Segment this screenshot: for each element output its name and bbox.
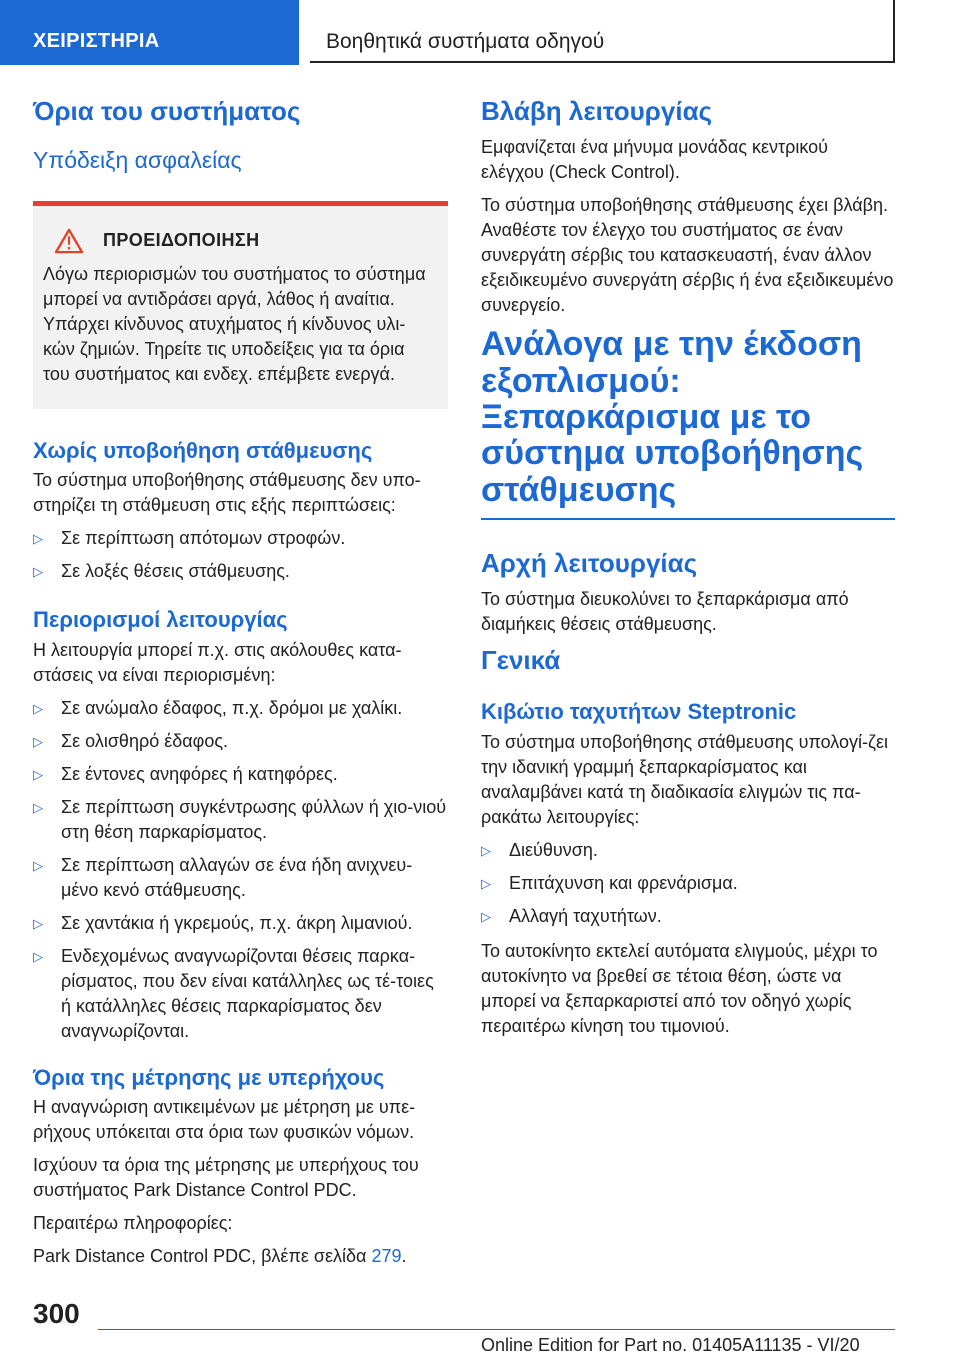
right-column	[481, 96, 895, 1047]
warning-box	[33, 201, 448, 409]
list-item: ▷ Σε ανώμαλο έδαφος, π.χ. δρόμοι με χαλίκι.	[33, 696, 448, 721]
section-tab: ΧΕΙΡΙΣΤΗΡΙΑ	[0, 0, 299, 65]
heading-equipment-exit-assist: Ανάλογα με την έκδοση εξοπλισμού: Ξεπαρκάρισμα με το σύστημα υποβοήθησης στάθμευσης	[481, 325, 864, 509]
triangle-bullet-icon: ▷	[33, 948, 43, 964]
heading-general: Γενικά	[481, 645, 561, 676]
heading-principle: Αρχή λειτουργίας	[481, 548, 698, 579]
footer-divider	[98, 1329, 895, 1330]
paragraph-restrictions: Η λειτουργία μπορεί π.χ. στις ακόλουθες κατα-στάσεις να είναι περιορισμένη:	[33, 639, 402, 685]
chapter-title: Βοηθητικά συστήματα οδηγού	[310, 0, 895, 63]
list-item: ▷ Σε περίπτωση αλλαγών σε ένα ήδη ανιχνευ-μένο κενό στάθμευσης.	[33, 854, 413, 900]
heading-restrictions: Περιορισμοί λειτουργίας	[33, 607, 288, 633]
list-item: ▷ Αλλαγή ταχυτήτων.	[481, 904, 895, 929]
paragraph-steptronic: Το σύστημα υποβοήθησης στάθμευσης υπολογί-ζει την ιδανική γραμμή ξεπαρκαρίσματος και αναλαμβάνει κατά τη διαδικασία ελιγμών τις πα-ρακάτω λειτουργίες:	[481, 731, 888, 827]
heading-malfunction: Βλάβη λειτουργίας	[481, 96, 713, 126]
paragraph-page-reference: Park Distance Control PDC, βλέπε σελίδα 279.	[33, 1246, 407, 1267]
warning-text: Λόγω περιορισμών του συστήματος το σύστημα μπορεί να αντιδράσει αργά, λάθος ή αναίτια. Υπάρχει κίνδυνος ατυχήματος ή κίνδυνος υλι-κών ζημιών. Τηρείτε τις υποδείξεις για τα όρια του συστήματος και ενδεχ. επέμβετε ενεργά.	[43, 263, 426, 384]
paragraph-principle: Το σύστημα διευκολύνει το ξεπαρκάρισμα από διαμήκεις θέσεις στάθμευσης.	[481, 589, 849, 635]
heading-steptronic: Κιβώτιο ταχυτήτων Steptronic	[481, 699, 797, 725]
paragraph-malfunction-1: Εμφανίζεται ένα μήνυμα μονάδας κεντρικού ελέγχου (Check Control).	[481, 137, 829, 183]
triangle-bullet-icon: ▷	[33, 564, 43, 580]
paragraph-more-info: Περαιτέρω πληροφορίες:	[33, 1213, 233, 1234]
triangle-bullet-icon: ▷	[481, 908, 491, 924]
triangle-bullet-icon: ▷	[33, 857, 43, 873]
triangle-bullet-icon: ▷	[33, 700, 43, 716]
list-item: ▷ Σε έντονες ανηφόρες ή κατηφόρες.	[33, 762, 448, 787]
left-column	[33, 96, 448, 1277]
page-number: 300	[33, 1298, 80, 1329]
paragraph-auto-maneuver: Το αυτοκίνητο εκτελεί αυτόματα ελιγμούς, μέχρι το αυτοκίνητο να βρεθεί σε τέτοια θέση, ώστε να μπορεί να ξεπαρκαριστεί από τον οδηγό χωρίς περαιτέρω κίνηση του τιμονιού.	[481, 940, 878, 1036]
list-steptronic	[481, 838, 895, 929]
triangle-bullet-icon: ▷	[481, 875, 491, 891]
heading-ultrasound-limits: Όρια της μέτρησης με υπερήχους	[33, 1064, 385, 1090]
triangle-bullet-icon: ▷	[33, 799, 43, 815]
triangle-bullet-icon: ▷	[33, 531, 43, 547]
list-item: ▷ Σε περίπτωση συγκέντρωσης φύλλων ή χιο-νιού στη θέση παρκαρίσματος.	[33, 796, 447, 842]
list-item: ▷ Διεύθυνση.	[481, 838, 895, 863]
paragraph-ultrasound-2: Ισχύουν τα όρια της μέτρησης με υπερήχους του συστήματος Park Distance Control PDC.	[33, 1155, 419, 1201]
page-279-link[interactable]: 279	[371, 1246, 402, 1267]
list-item: ▷ Σε περίπτωση απότομων στροφών.	[33, 526, 448, 551]
warning-title: ΠΡΟΕΙΔΟΠΟΙΗΣΗ	[103, 230, 260, 251]
heading-system-limits: Όρια του συστήματος	[33, 96, 301, 126]
paragraph-no-assist: Το σύστημα υποβοήθησης στάθμευσης δεν υπο-στηρίζει τη στάθμευση στις εξής περιπτώσεις:	[33, 470, 421, 516]
footer-edition: Online Edition for Part no. 01405A11135 - VI/20	[481, 1335, 860, 1355]
list-item: ▷ Σε χαντάκια ή γκρεμούς, π.χ. άκρη λιμανιού.	[33, 911, 448, 936]
paragraph-malfunction-2: Το σύστημα υποβοήθησης στάθμευσης έχει βλάβη. Αναθέστε τον έλεγχο του συστήματος σε έναν συνεργάτη σέρβις του κατασκευαστή, έναν άλλον εξειδικευμένο συνεργάτη σέρβις ή ένα εξειδικευμένο συνεργείο.	[481, 195, 894, 316]
heading-safety-note: Υπόδειξη ασφαλείας	[33, 147, 242, 174]
paragraph-ultrasound-1: Η αναγνώριση αντικειμένων με μέτρηση με υπε-ρήχους υπόκειται στα όρια των φυσικών νόμων.	[33, 1097, 416, 1143]
triangle-bullet-icon: ▷	[33, 915, 43, 931]
list-item: ▷ Σε λοξές θέσεις στάθμευσης.	[33, 559, 448, 584]
heading-no-assist: Χωρίς υποβοήθηση στάθμευσης	[33, 437, 373, 463]
list-no-assist	[33, 526, 448, 584]
list-restrictions	[33, 696, 448, 1044]
triangle-bullet-icon: ▷	[481, 842, 491, 858]
list-item: ▷ Σε ολισθηρό έδαφος.	[33, 729, 448, 754]
section-divider	[481, 518, 895, 520]
warning-triangle-icon	[53, 228, 85, 254]
list-item: ▷ Επιτάχυνση και φρενάρισμα.	[481, 871, 895, 896]
triangle-bullet-icon: ▷	[33, 766, 43, 782]
list-item: ▷ Ενδεχομένως αναγνωρίζονται θέσεις παρκα-ρίσματος, που δεν είναι κατάλληλες ως τέ-τοιες ή κατάλληλες θέσεις παρκαρίσματος δεν αναγνωρίζονται.	[33, 945, 434, 1041]
triangle-bullet-icon: ▷	[33, 733, 43, 749]
